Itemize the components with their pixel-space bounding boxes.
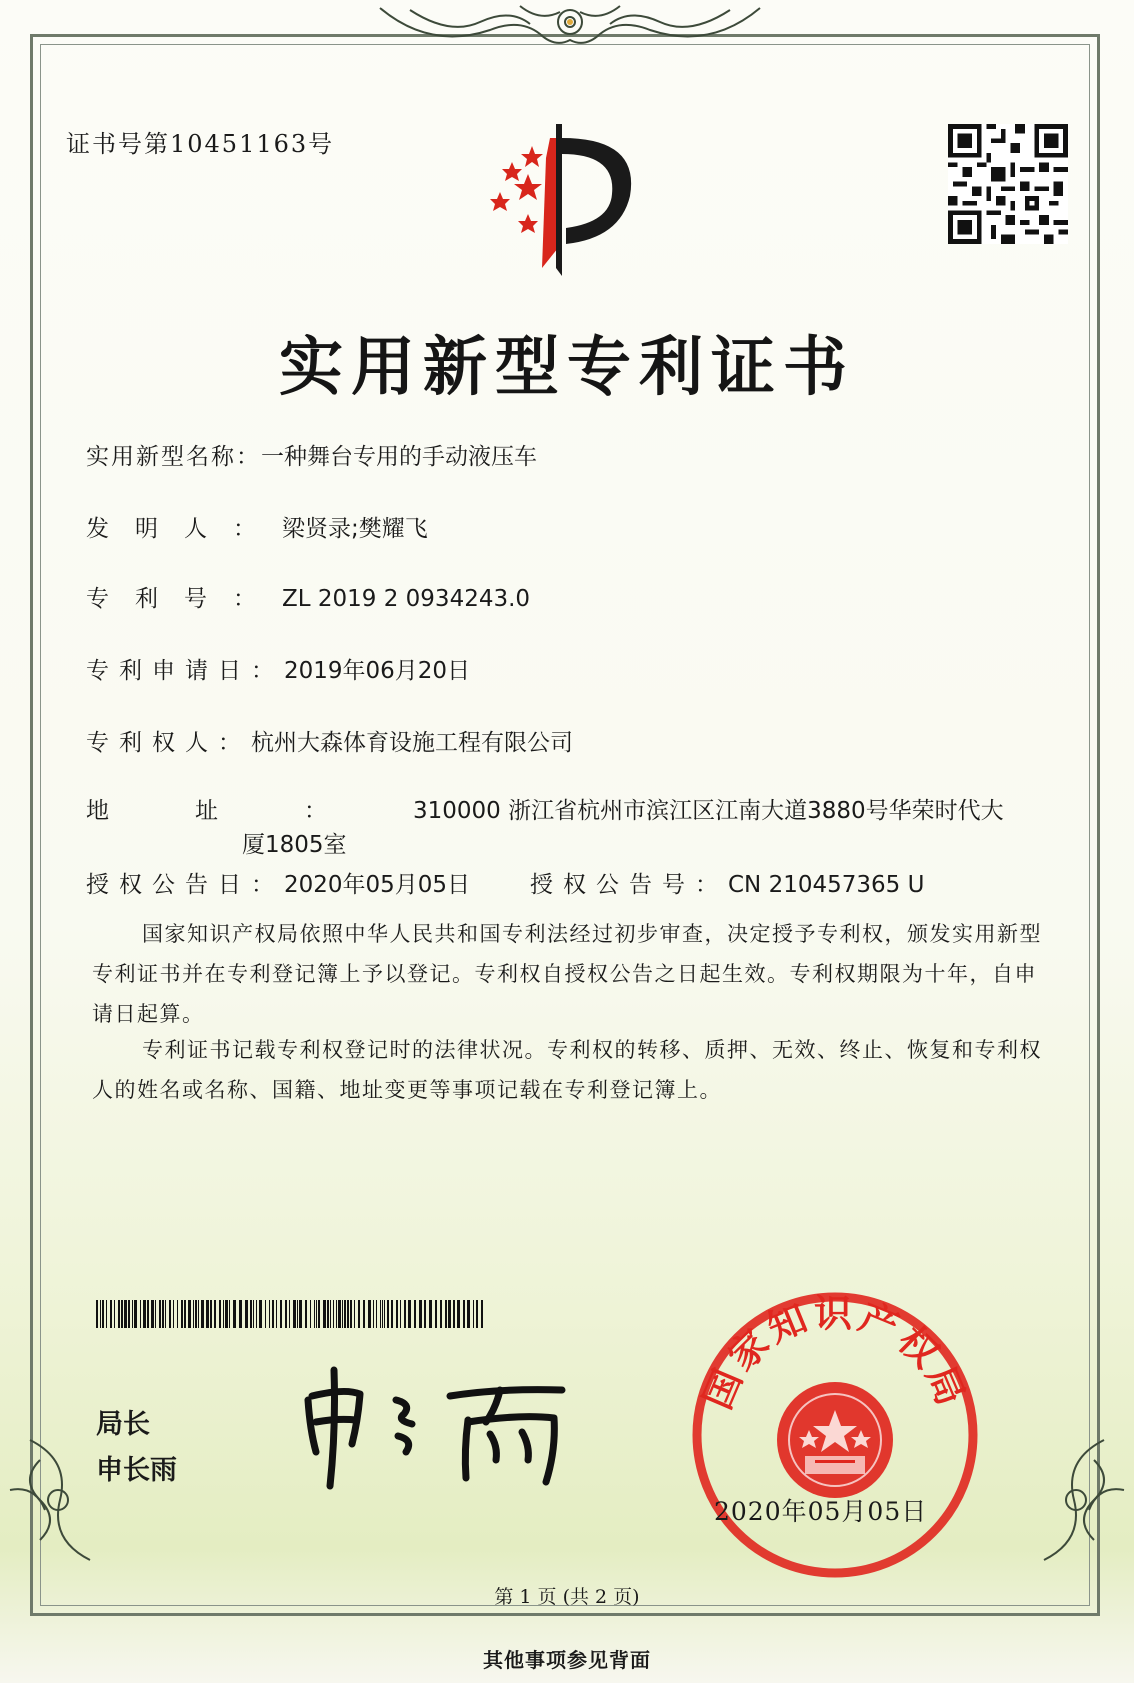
director-name: 申长雨 [96,1455,177,1486]
address-field [86,792,1004,825]
filing-date-label: 专利申请日： [86,658,284,684]
legal-status-paragraph: 专利证书记载专利权登记时的法律状况。专利权的转移、质押、无效、终止、恢复和专利权人的姓名或名称、国籍、地址变更等事项记载在专利登记簿上。 [92,1038,1042,1102]
director-title: 局长 [96,1409,150,1440]
patent-number-label: 专利号： [86,586,282,612]
handwritten-signature-icon [300,1360,580,1490]
seal-date: 2020年05月05日 [714,1497,928,1526]
address-line-1: 310000 浙江省杭州市滨江区江南大道3880号华荣时代大 [413,798,1004,824]
seal-text: 国家知识产权局 [695,1291,975,1416]
page-indicator: 第 1 页 (共 2 页) [494,1586,640,1608]
barcode-icon [96,1300,486,1328]
qr-code-icon [948,124,1068,244]
patent-number-value: ZL 2019 2 0934243.0 [282,586,531,612]
patentee-value: 杭州大森体育设施工程有限公司 [251,730,573,756]
grant-number-label: 授权公告号： [530,872,728,898]
grant-date-value: 2020年05月05日 [284,872,471,898]
grant-date-label: 授权公告日： [86,872,284,898]
inventor-label: 发明人： [86,516,282,542]
certificate-title: 实用新型专利证书 [279,331,855,405]
name-label: 实用新型名称： [86,444,261,470]
corner-ornament-right-icon [1014,1430,1134,1570]
back-page-note: 其他事项参见背面 [483,1648,651,1672]
inventor-field [86,510,428,543]
address-field-continued [242,826,347,859]
certificate-number: 证书号第10451163号 [66,130,335,158]
filing-date-value: 2019年06月20日 [284,658,471,684]
address-line-2: 厦1805室 [242,832,347,858]
patentee-field [86,724,573,757]
patent-office-logo-icon [470,118,670,278]
address-label: 地址： [86,798,413,824]
grant-number-field [530,866,924,899]
grant-paragraph: 国家知识产权局依照中华人民共和国专利法经过初步审查，决定授予专利权，颁发实用新型专利证书并在专利登记簿上予以登记。专利权自授权公告之日起生效。专利权期限为十年，自申请日起算。 [92,922,1042,1026]
name-value: 一种舞台专用的手动液压车 [261,444,537,470]
official-red-seal-icon [690,1290,980,1580]
top-ornament-icon [370,0,770,62]
grant-number-value: CN 210457365 U [728,872,925,898]
filing-date-field [86,652,470,685]
patent-number-field [86,580,530,613]
inventor-value: 梁贤录;樊耀飞 [282,516,428,542]
grant-date-field [86,866,470,899]
patentee-label: 专利权人： [86,730,251,756]
name-field [86,438,537,471]
